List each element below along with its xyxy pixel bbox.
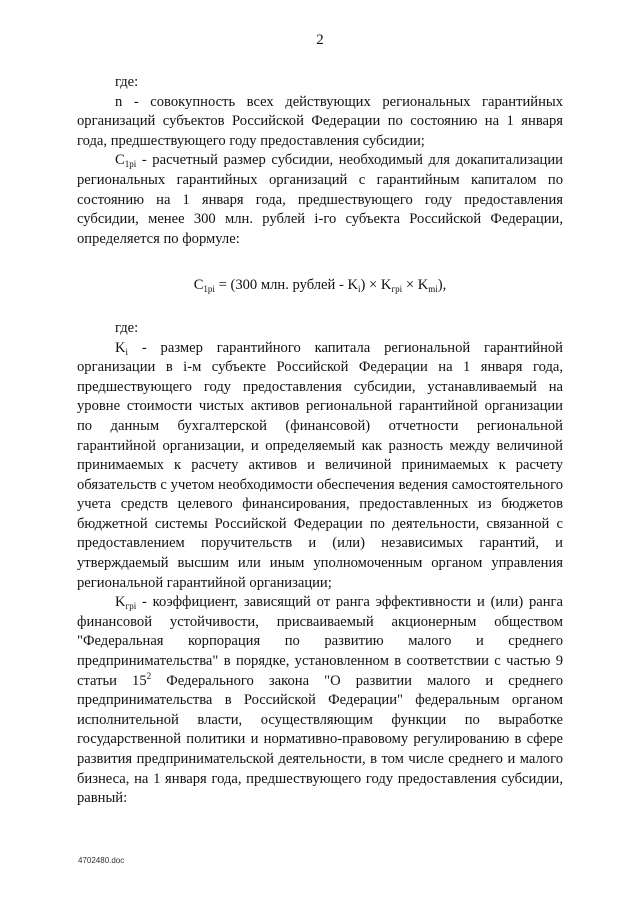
formula-part-2: ) × K — [360, 277, 392, 294]
page-number: 2 — [316, 32, 324, 48]
formula-lhs-subscript: 1pi — [203, 284, 215, 295]
definition-krpi-text-1: - коэффициент, зависящий от ранга эффективности и (или) ранга финансовой устойчивости, присваиваемый акционерным обществом "Федеральная корпорация по развитию малого и среднего предпринимательства" в порядке, установленном в соответствии с частью 9 статьи 15 — [77, 594, 563, 689]
symbol-c-subscript: 1pi — [124, 159, 137, 170]
article-superscript: 2 — [146, 670, 152, 681]
definition-c1pi — [77, 151, 563, 249]
formula — [77, 276, 563, 296]
document-body — [77, 73, 563, 809]
definition-ki — [77, 339, 563, 594]
symbol-k-subscript: i — [125, 346, 129, 357]
symbol-k: K — [115, 339, 126, 356]
file-name-footer: 4702480.doc — [78, 856, 125, 865]
formula-k-subscript: i — [358, 284, 361, 295]
definition-krpi — [77, 593, 563, 809]
formula-part-3: × K — [402, 277, 429, 294]
definition-c1pi-text: - расчетный размер субсидии, необходимый для докапитализации региональных гарантийных организаций с гарантийным капиталом по состоянию на 1 января года, предшествующего году предоставления субсидии, менее 300 млн. рублей i-го субъекта Российской Федерации, определяется по формуле: — [77, 152, 563, 247]
formula-km-subscript: mi — [428, 284, 438, 295]
definition-krpi-text-2: Федерального закона "О развитии малого и среднего предпринимательства в Российской Федерации" федеральным органом исполнительной власти, осуществляющим функции по выработке государственной политики и нормативно-правовому регулированию в сфере развития предпринимательской деятельности, в том числе среднего и малого бизнеса, на 1 января года, предшествующего году предоставления субсидии, равный: — [77, 672, 563, 807]
definition-n: n - совокупность всех действующих региональных гарантийных организаций субъектов Российской Федерации по состоянию на 1 января года, предшествующего году предоставления субсидии; — [77, 93, 563, 149]
formula-part-1: = (300 млн. рублей - K — [214, 277, 359, 294]
symbol-kr: K — [115, 594, 126, 611]
formula-kr-subscript: гpi — [391, 284, 403, 295]
formula-end: ), — [437, 277, 447, 294]
definition-ki-text: - размер гарантийного капитала региональной гарантийной организации в i-м субъекте Российской Федерации на 1 января года, предшествующего году предоставления субсидии, устанавливаемый на уровне стоимости чистых активов региональной гарантийной организации по данным бухгалтерской (финансовой) отчетности региональной гарантийной организации, и определяемый как разность между величиной принимаемых к расчету активов и величиной принимаемых к расчету обязательств с учетом необходимости обеспечения ведения самостоятельного учета средств целевого финансирования, предоставленных из бюджетов бюджетной системы Российской Федерации по деятельности, связанной с предоставлением поручительств и (или) независимых гарантий, и утверждаемый высшим или иным уполномоченным органом управления региональной гарантийной организации; — [77, 339, 563, 591]
symbol-kr-subscript: гpi — [125, 601, 137, 612]
formula-lhs: C — [193, 277, 204, 294]
where-label: где: — [115, 319, 139, 336]
symbol-c: C — [115, 152, 125, 169]
where-label: где: — [115, 74, 139, 90]
